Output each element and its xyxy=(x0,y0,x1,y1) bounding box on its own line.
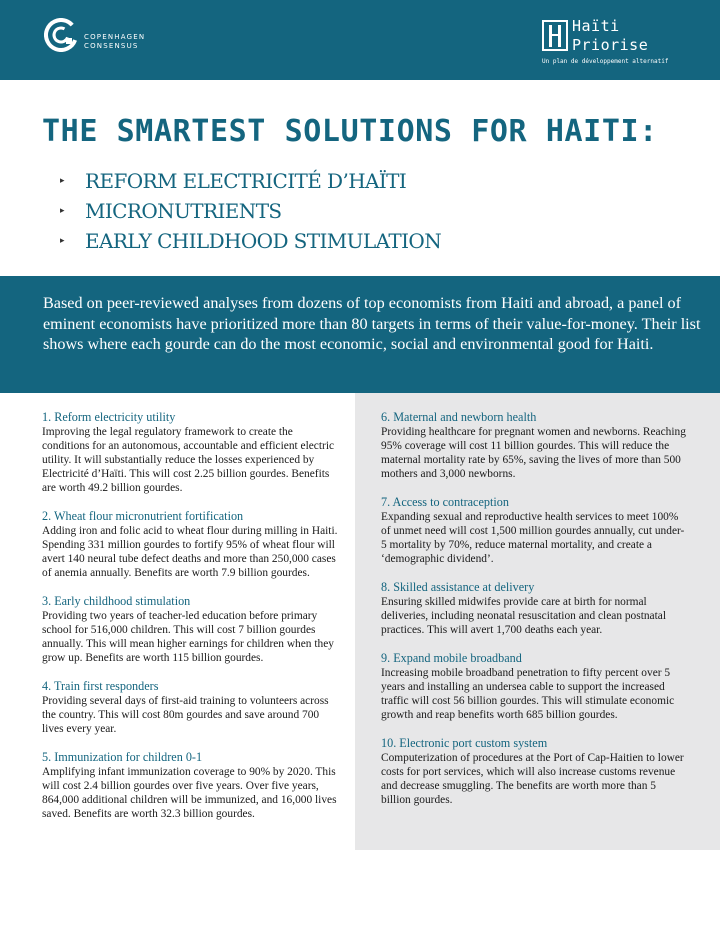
solution-entry xyxy=(42,509,342,580)
solution-item xyxy=(60,226,441,256)
entry-title: 2. Wheat flour micronutrient fortification xyxy=(42,509,244,523)
solution-item xyxy=(60,166,441,196)
solution-entry xyxy=(42,594,342,665)
solutions-list xyxy=(60,166,441,256)
solution-entry xyxy=(42,750,342,821)
page-title: THE SMARTEST SOLUTIONS FOR HAITI: xyxy=(42,114,658,149)
header-band xyxy=(0,0,720,80)
entry-body: Computerization of procedures at the Port of Cap-Haitien to lower costs for port services, which will also increase customs revenue and decrease smuggling. The benefits are worth more than 5 billion gourdes. xyxy=(381,752,684,806)
cc-logo-line-2: CONSENSUS xyxy=(84,42,139,50)
copenhagen-consensus-logo xyxy=(44,18,145,52)
copenhagen-consensus-logo-icon xyxy=(44,18,78,52)
entry-body: Adding iron and folic acid to wheat flour during milling in Haiti. Spending 331 million gourdes to fortify 95% of wheat flour will avert 140 neural tube defect deaths and more than 250,000 cases of anemia annually. Benefits are worth 7.9 billion gourdes. xyxy=(42,525,338,579)
bullet-arrow-icon: ▸ xyxy=(60,176,64,186)
left-column xyxy=(42,410,342,835)
entry-body: Increasing mobile broadband penetration to fifty percent over 5 years and installing an undersea cable to support the increased traffic will cost 56 billion gourdes. This will stimulate economic growth and reap benefits worth 685 billion gourdes. xyxy=(381,667,675,721)
entry-body: Providing healthcare for pregnant women and newborns. Reaching 95% coverage will cost 11 billion gourdes. This will reduce the maternal mortality rate by 65%, saving the lives of more than 500 mothers and 3,000 newborns. xyxy=(381,426,686,480)
entry-title: 5. Immunization for children 0-1 xyxy=(42,750,203,764)
solution-label: REFORM ELECTRICITÉ D’HAÏTI xyxy=(85,169,407,193)
haiti-priorise-mark-icon xyxy=(542,20,568,51)
right-column xyxy=(381,410,686,821)
cc-logo-line-1: COPENHAGEN xyxy=(84,33,146,41)
solution-entry xyxy=(42,679,342,736)
entry-body: Providing two years of teacher-led education before primary school for 516,000 children. This will cost 7 billion gourdes annually. This will mean higher earnings for children when they grow up. Benefits are worth 115 billion gourdes. xyxy=(42,610,334,664)
entry-title: 7. Access to contraception xyxy=(381,495,509,509)
intro-band xyxy=(0,276,720,393)
entry-body: Ensuring skilled midwifes provide care at birth for normal deliveries, including neonatal resuscitation and clean postnatal practices. This will avert 1,700 deaths each year. xyxy=(381,596,666,636)
entry-body: Amplifying infant immunization coverage to 90% by 2020. This will cost 2.4 billion gourdes over five years. Over five years, 864,000 additional children will be immunized, and 16,000 lives saved. Benefits are worth 32.3 billion gourdes. xyxy=(42,766,337,820)
solution-item xyxy=(60,196,441,226)
entry-title: 9. Expand mobile broadband xyxy=(381,651,522,665)
solution-entry xyxy=(381,495,686,566)
solution-entry xyxy=(381,410,686,481)
entry-title: 4. Train first responders xyxy=(42,679,159,693)
hp-logo-tagline: Un plan de développement alternatif xyxy=(542,58,669,65)
solution-entry xyxy=(381,651,686,722)
entry-title: 6. Maternal and newborn health xyxy=(381,410,537,424)
entry-body: Providing several days of first-aid training to volunteers across the country. This will cost 80m gourdes and save around 700 lives every year. xyxy=(42,695,329,735)
entry-title: 1. Reform electricity utility xyxy=(42,410,176,424)
entry-title: 8. Skilled assistance at delivery xyxy=(381,580,535,594)
hp-logo-line-2: Priorise xyxy=(572,36,649,54)
entry-body: Expanding sexual and reproductive health services to meet 100% of unmet need will cost 1,500 million gourdes annually, cut under-5 mortality by 70%, reduce maternal mortality, and create a ‘demographic dividend’. xyxy=(381,511,685,565)
entry-title: 3. Early childhood stimulation xyxy=(42,594,191,608)
solution-entry xyxy=(381,736,686,807)
bullet-arrow-icon: ▸ xyxy=(60,236,64,246)
solution-entry xyxy=(381,580,686,637)
bullet-arrow-icon: ▸ xyxy=(60,206,64,216)
hp-logo-line-1: Haïti xyxy=(572,17,620,35)
entry-body: Improving the legal regulatory framework to create the conditions for an autonomous, accountable and efficient electric utility. It will substantially reduce the losses experienced by Electricité d’Haïti. This will cost 2.25 billion gourdes. Benefits are worth 49.2 billion gourdes. xyxy=(42,426,335,494)
intro-paragraph: Based on peer-reviewed analyses from dozens of top economists from Haiti and abroad, a panel of eminent economists have prioritized more than 80 targets in terms of their value-for-money. Their list shows where each gourde can do the most economic, social and environmental good for Haiti. xyxy=(43,294,701,353)
solution-entry xyxy=(42,410,342,495)
haiti-priorise-logo xyxy=(542,18,682,68)
solution-label: MICRONUTRIENTS xyxy=(85,199,282,223)
solution-label: EARLY CHILDHOOD STIMULATION xyxy=(85,229,442,253)
entry-title: 10. Electronic port custom system xyxy=(381,736,548,750)
